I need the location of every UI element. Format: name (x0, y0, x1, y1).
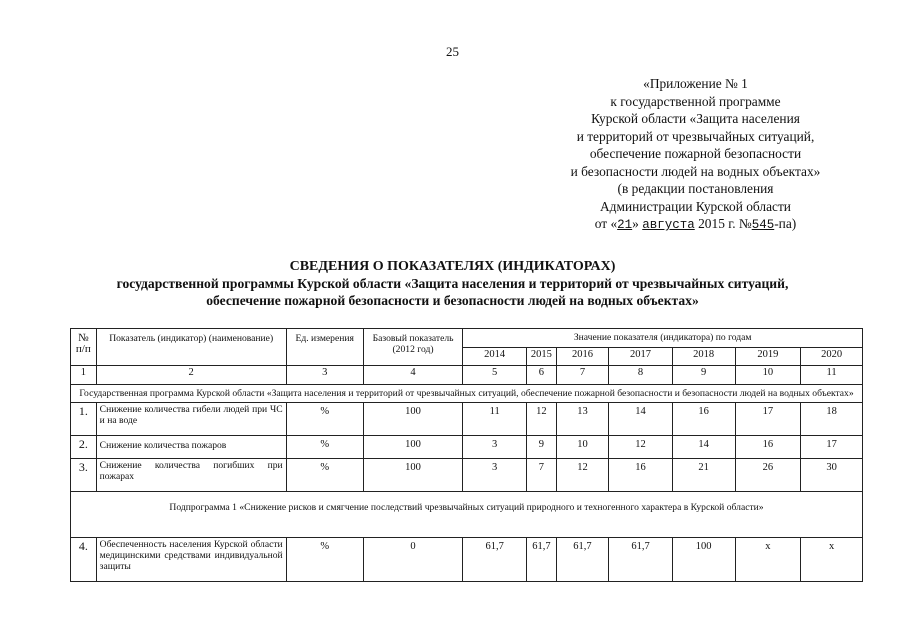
header-year: 2018 (672, 348, 735, 366)
date-prefix: от « (594, 216, 618, 231)
date-month: августа (642, 218, 695, 232)
appendix-line: «Приложение № 1 (643, 76, 748, 91)
header-year: 2019 (735, 348, 801, 366)
decree-suffix: -па) (774, 216, 797, 231)
row-indicator: Снижение количества погибших при пожарах (96, 459, 286, 492)
row-value: 3 (463, 436, 527, 459)
subprogram-title: Подпрограмма 1 «Снижение рисков и смягчение последствий чрезвычайных ситуаций природного и техногенного характера в Курской области» (71, 492, 863, 538)
appendix-date-line (548, 215, 843, 235)
row-value: 14 (609, 403, 673, 436)
row-value: 17 (801, 436, 863, 459)
header-base: Базовый показатель (2012 год) (363, 329, 463, 366)
row-base: 100 (363, 436, 463, 459)
row-value: 61,7 (556, 538, 608, 582)
header-year: 2020 (801, 348, 863, 366)
column-index: 7 (556, 366, 608, 385)
appendix-line: обеспечение пожарной безопасности (589, 146, 802, 161)
header-num: № п/п (71, 329, 97, 366)
row-unit: % (286, 403, 363, 436)
row-value: 9 (527, 436, 557, 459)
appendix-line: и территорий от чрезвычайных ситуаций, (576, 128, 815, 144)
row-base: 100 (363, 459, 463, 492)
header-values-by-year: Значение показателя (индикатора) по годам (463, 329, 863, 348)
row-value: 26 (735, 459, 801, 492)
column-index-row (71, 366, 863, 385)
header-indicator: Показатель (индикатор) (наименование) (96, 329, 286, 366)
row-value: 14 (672, 436, 735, 459)
title-line-1: СВЕДЕНИЯ О ПОКАЗАТЕЛЯХ (ИНДИКАТОРАХ) (289, 259, 616, 274)
column-index: 11 (801, 366, 863, 385)
row-indicator: Обеспеченность населения Курской области медицинскими средствами индивидуальной защиты (96, 538, 286, 582)
title-line-3: обеспечение пожарной безопасности и безопасности людей на водных объектах» (206, 293, 699, 308)
appendix-line: Администрации Курской области (600, 198, 791, 214)
column-index: 8 (609, 366, 673, 385)
section-row (71, 385, 863, 403)
row-base: 0 (363, 538, 463, 582)
header-unit: Ед. измерения (286, 329, 363, 366)
appendix-line: и безопасности людей на водных объектах» (570, 163, 821, 179)
row-value: 12 (527, 403, 557, 436)
row-value: 7 (527, 459, 557, 492)
title-line-2: государственной программы Курской области «Защита населения и территорий от чрезвычайных ситуаций, (116, 276, 789, 291)
column-index: 1 (71, 366, 97, 385)
row-value: 30 (801, 459, 863, 492)
indicators-table (70, 328, 863, 582)
header-year: 2015 (527, 348, 557, 366)
row-value: 61,7 (527, 538, 557, 582)
row-value: 12 (556, 459, 608, 492)
header-row (71, 329, 863, 348)
row-value: 21 (672, 459, 735, 492)
row-unit: % (286, 436, 363, 459)
header-year: 2014 (463, 348, 527, 366)
subprogram-row (71, 492, 863, 538)
column-index: 3 (286, 366, 363, 385)
row-value: х (735, 538, 801, 582)
date-day-close: » (632, 216, 639, 231)
row-indicator: Снижение количества пожаров (96, 436, 286, 459)
header-year: 2017 (609, 348, 673, 366)
column-index: 6 (527, 366, 557, 385)
header-year: 2016 (556, 348, 608, 366)
row-value: 3 (463, 459, 527, 492)
row-value: 18 (801, 403, 863, 436)
page-number: 25 (446, 44, 459, 59)
table-row (71, 403, 863, 436)
appendix-line: к государственной программе (610, 93, 781, 109)
row-unit: % (286, 538, 363, 582)
row-value: 17 (735, 403, 801, 436)
date-day: 21 (617, 218, 633, 232)
row-num: 1. (71, 403, 97, 436)
section-title: Государственная программа Курской области «Защита населения и территорий от чрезвычайных ситуаций, обеспечение пожарной безопасности и безопасности людей на водных объектах» (71, 385, 863, 403)
row-value: 16 (672, 403, 735, 436)
decree-number: 545 (751, 218, 775, 232)
row-value: 16 (609, 459, 673, 492)
date-year: 2015 г. № (698, 216, 752, 231)
table-row (71, 436, 863, 459)
row-value: 13 (556, 403, 608, 436)
appendix-line: Курской области «Защита населения (591, 111, 800, 126)
table-row (71, 538, 863, 582)
column-index: 5 (463, 366, 527, 385)
document-title (0, 258, 905, 309)
row-num: 4. (71, 538, 97, 582)
row-indicator: Снижение количества гибели людей при ЧС и на воде (96, 403, 286, 436)
row-base: 100 (363, 403, 463, 436)
column-index: 4 (363, 366, 463, 385)
row-value: 16 (735, 436, 801, 459)
table-row (71, 459, 863, 492)
row-num: 3. (71, 459, 97, 492)
row-value: 12 (609, 436, 673, 459)
appendix-block (548, 75, 843, 235)
column-index: 9 (672, 366, 735, 385)
column-index: 2 (96, 366, 286, 385)
row-num: 2. (71, 436, 97, 459)
row-value: 10 (556, 436, 608, 459)
row-unit: % (286, 459, 363, 492)
row-value: 61,7 (609, 538, 673, 582)
row-value: 100 (672, 538, 735, 582)
column-index: 10 (735, 366, 801, 385)
appendix-line: (в редакции постановления (617, 181, 774, 196)
row-value: х (801, 538, 863, 582)
row-value: 11 (463, 403, 527, 436)
row-value: 61,7 (463, 538, 527, 582)
